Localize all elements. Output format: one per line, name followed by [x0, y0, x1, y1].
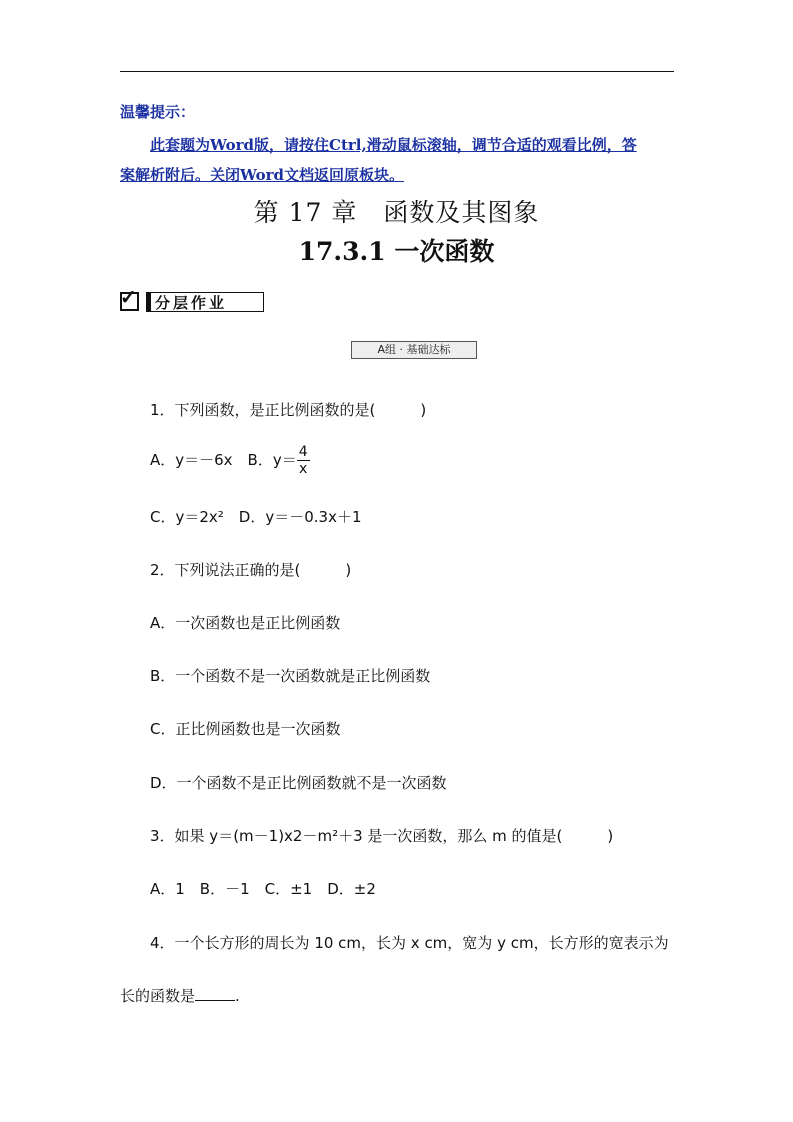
q4-line-2 — [120, 985, 240, 1006]
group-tag: A组 · 基础达标 — [351, 341, 477, 359]
tip-text[interactable] — [120, 130, 680, 190]
q1-option-a: A．y＝－6x B．y＝ — [150, 451, 297, 469]
q4-line-2-end: . — [235, 987, 240, 1005]
q2-option-a: A．一次函数也是正比例函数 — [150, 614, 341, 632]
tip-title: 温馨提示： — [120, 103, 196, 121]
q2-option-d: D．一个函数不是正比例函数就不是一次函数 — [150, 774, 447, 792]
q1-options-cd: C．y＝2x² D．y＝－0.3x＋1 — [150, 508, 362, 526]
section-title: 17.3.1 一次函数 — [298, 237, 495, 266]
q2-option-c: C．正比例函数也是一次函数 — [150, 720, 341, 738]
q3-stem: 3．如果 y＝(m－1)x2－m²＋3 是一次函数，那么 m 的值是( ) — [150, 827, 614, 845]
checkmark-icon: ✓ — [120, 285, 137, 309]
q4-line-2-text: 长的函数是 — [120, 987, 196, 1005]
q1-options-ab — [150, 444, 310, 477]
q1-fraction — [297, 444, 310, 477]
q4-answer-blank[interactable] — [195, 1000, 235, 1001]
layer-homework-label: 分层作业 — [146, 292, 264, 312]
q4-line-1: 4．一个长方形的周长为 10 cm，长为 x cm，宽为 y cm，长方形的宽表示为 — [150, 934, 669, 952]
header-rule — [120, 71, 674, 72]
q1-stem: 1．下列函数，是正比例函数的是( ) — [150, 401, 427, 419]
q2-stem: 2．下列说法正确的是( ) — [150, 561, 352, 579]
q1-fraction-numerator: 4 — [298, 444, 308, 460]
tip-line-2: 案解析附后。关闭Word文档返回原板块。 — [120, 166, 405, 184]
q3-options: A．1 B．－1 C．±1 D．±2 — [150, 880, 376, 898]
q1-fraction-denominator: x — [299, 461, 308, 477]
q2-option-b: B．一个函数不是一次函数就是正比例函数 — [150, 667, 431, 685]
tip-line-1: 此套题为Word版，请按住Ctrl,滑动鼠标滚轴，调节合适的观看比例，答 — [150, 136, 637, 154]
chapter-title: 第 17 章 函数及其图象 — [253, 198, 540, 227]
